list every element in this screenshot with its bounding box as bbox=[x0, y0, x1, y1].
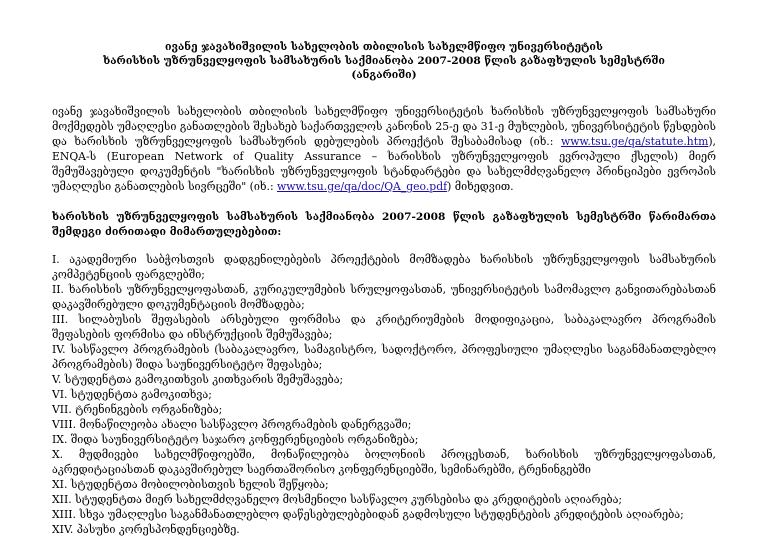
list-item: VI. სტუდენტთა გამოკითხვა; bbox=[52, 388, 212, 401]
list-item: I. აკადემიური საბჭოსთვის დადგენილებების პროექტების მომზადება ხარისხის უზრუნველყოფის სამსახურის კომპეტენციის ფარგლებში; bbox=[52, 253, 716, 281]
title-line-3: (ანგარიში) bbox=[351, 69, 417, 81]
statute-link[interactable]: www.tsu.ge/qa/statute.htm bbox=[560, 135, 709, 148]
title-line-1: ივანე ჯავახიშვილის სახელობის თბილისის სახელმწიფო უნივერსიტეტის bbox=[165, 41, 603, 53]
intro-text-1: ივანე ჯავახიშვილის სახელობის თბილისის სახელმწიფო უნივერსიტეტის ხარისხის უზრუნველყოფის სამსახური მოქმედებს უმაღლესი განათლების შესახებ საქართველოს კანონის 25-ე და 31-ე მუხლების, უნივერსიტეტის წესდების და ხარისხის უზრუნველყოფის სამსახურის დებულების პროექტის შესაბამისად (იხ.: bbox=[52, 105, 716, 148]
list-item: III. სილაბუსის შეფასების არსებული ფორმისა და კრიტერიუმების მოდიფიკაცია, საბაკალავრო პროგრამის შეფასების ფორმისა და ინსტრუქციის შემუშავება; bbox=[52, 313, 716, 341]
intro-text-2: ), ENQA-ს (European Network of Quality Assurance – ხარისხის უზრუნველყოფის ევროპული ქსელის) მიერ შემუშავებული დოკუმენტის "ხარისხის უზრუნველყოფის სტანდარტები და სახელმძღვანელო პრინციპები ევროპის უმაღლესი განათლების სივრცეში" (იხ.: bbox=[52, 135, 716, 193]
activity-list bbox=[52, 252, 716, 537]
list-item: X. მუდმივები სახელმწიფოებში, მონაწილეობა ბოლონიის პროცესთან, ხარისხის უზრუნველყოფასთან, აკრედიტაციასთან დაკავშირებულ საერთაშორისო კონფერენციებში, სემინარებში, ტრენინგებში bbox=[52, 448, 716, 476]
list-item: II. ხარისხის უზრუნველყოფასთან, კურიკულუმების სრულყოფასთან, უნივერსიტეტის სამომავლო განვითარებასთან დაკავშირებული დოკუმენტაციის მომზადება; bbox=[52, 283, 716, 311]
intro-paragraph bbox=[52, 104, 716, 194]
list-item: XI. სტუდენტთა მობილობისთვის ხელის შეწყობა; bbox=[52, 478, 329, 491]
title-line-2: ხარისხის უზრუნველყოფის სამსახურის საქმიანობა 2007-2008 წლის გაზაფხულის სემესტრში bbox=[103, 55, 665, 67]
report-title-block bbox=[52, 40, 716, 82]
list-item: VII. ტრენინგების ორგანიზება; bbox=[52, 403, 223, 416]
list-item: XIV. პასუხი კორესპონდენციებზე. bbox=[52, 523, 240, 536]
list-item: IX. შიდა საუნივერსიტეტო საჯარო კონფერენციების ორგანიზება; bbox=[52, 433, 419, 446]
section-heading: ხარისხის უზრუნველყოფის სამსახურის საქმიანობა 2007-2008 წლის გაზაფხულის სემესტრში წარიმართა შემდეგი ძირითადი მიმართულებებით: bbox=[52, 211, 716, 238]
list-item: IV. სასწავლო პროგრამების (საბაკალავრო, სამაგისტრო, სადოქტორო, პროფესიული უმაღლესი საგანმანათლებლო პროგრამების) შიდა საუნივერსიტეტო შეფასება; bbox=[52, 343, 716, 371]
intro-text-3: ) მიხედვით. bbox=[447, 180, 514, 193]
list-item: XII. სტუდენტთა მიერ სახელმძღვანელო მოსმენილი სასწავლო კურსებისა და კრედიტების აღიარება; bbox=[52, 493, 623, 506]
list-item: VIII. მონაწილეობა ახალი სასწავლო პროგრამების დანერგვაში; bbox=[52, 418, 412, 431]
list-item: V. სტუდენტთა გამოკითხვის კითხვარის შემუშავება; bbox=[52, 373, 344, 386]
list-item: XIII. სხვა უმაღლესი საგანმანათლებლო დაწესებულებებიდან გადმოსული სტუდენტების კრედიტების აღიარება; bbox=[52, 508, 684, 521]
qa-doc-link[interactable]: www.tsu.ge/qa/doc/QA_geo.pdf bbox=[277, 180, 448, 193]
